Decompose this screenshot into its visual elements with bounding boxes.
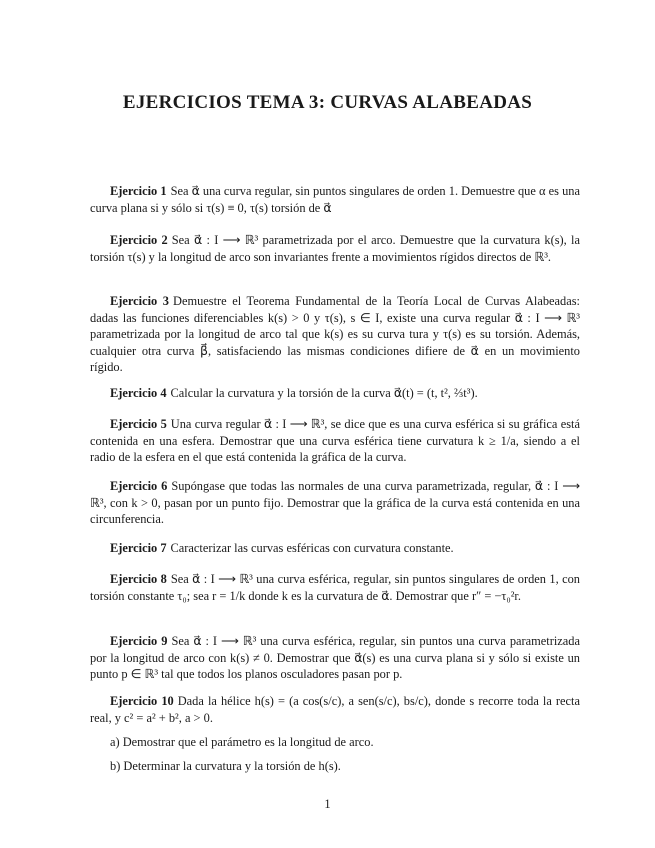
exercise-label: Ejercicio 10 — [110, 694, 174, 708]
page-number: 1 — [324, 797, 331, 811]
exercise-text: Demuestre el Teorema Fundamental de la Teoría Local de Curvas Alabeadas: dadas las funciones diferenciables k(s) > 0 y τ(s), s ∈ I, existe una curva regular α⃗ : I ⟶ ℝ³ parametrizada por la longitud de arco tal que k(s) es su curva tura y τ(s) es su torsión. Además, cualquier otra curva β⃗, satisfaciendo las mismas condiciones difiere de α⃗ en un movimiento rígido. — [90, 294, 580, 374]
exercise-8 — [90, 571, 580, 604]
exercise-label: Ejercicio 3 — [110, 294, 169, 308]
exercise-10-subitem-b: b) Determinar la curvatura y la torsión de h(s). — [110, 759, 341, 773]
exercise-label: Ejercicio 5 — [110, 417, 167, 431]
exercise-5 — [90, 416, 580, 466]
exercise-label: Ejercicio 1 — [110, 184, 167, 198]
exercise-text: Caracterizar las curvas esféricas con curvatura constante. — [170, 541, 454, 555]
exercise-text: Sea α⃗ : I ⟶ ℝ³ una curva esférica, regular, sin puntos una curva parametrizada por la longitud de arco con k(s) ≠ 0. Demostrar que α⃗(s) es una curva plana si y sólo si existe un punto p ∈ ℝ³ tal que todos los planos osculadores pasan por p. — [90, 634, 580, 681]
exercise-label: Ejercicio 6 — [110, 479, 168, 493]
exercise-label: Ejercicio 7 — [110, 541, 167, 555]
exercise-text: Calcular la curvatura y la torsión de la curva α⃗(t) = (t, t², ⅔t³). — [170, 386, 478, 400]
exercise-label: Ejercicio 2 — [110, 233, 168, 247]
exercise-label: Ejercicio 8 — [110, 572, 167, 586]
exercise-text: Dada la hélice h(s) = (a cos(s/c), a sen(s/c), bs/c), donde s recorre toda la recta real, y c² = a² + b², a > 0. — [90, 694, 581, 725]
exercise-text: Sea α⃗ una curva regular, sin puntos singulares de orden 1. Demuestre que α es una curva plana si y sólo si τ(s) ≡ 0, τ(s) torsión de α⃗ — [90, 184, 580, 215]
exercise-text: Una curva regular α⃗ : I ⟶ ℝ³, se dice que es una curva esférica si su gráfica está contenida en una esfera. Demostrar que una curva esférica tiene curvatura k ≥ 1/a, siendo a el radio de la esfera en el que está contenida la gráfica de la curva. — [90, 417, 580, 464]
exercise-text: Sea α⃗ : I ⟶ ℝ³ parametrizada por el arco. Demuestre que la curvatura k(s), la torsión τ(s) y la longitud de arco son invariantes frente a movimientos rígidos directos de ℝ³. — [90, 233, 581, 264]
exercise-text: Sea α⃗ : I ⟶ ℝ³ una curva esférica, regular, sin puntos singulares de orden 1, con torsión constante τ₀; sea r = 1/k donde k es la curvatura de α⃗. Demostrar que r″ = −τ₀²r. — [90, 572, 580, 603]
exercise-7 — [90, 540, 580, 557]
exercise-2 — [90, 232, 580, 265]
exercise-4 — [90, 385, 580, 402]
exercise-3 — [90, 293, 580, 376]
exercise-10-subitem-a: a) Demostrar que el parámetro es la longitud de arco. — [110, 735, 374, 749]
exercise-6 — [90, 478, 580, 528]
exercise-1 — [90, 183, 580, 216]
exercise-10 — [90, 693, 580, 726]
exercise-label: Ejercicio 9 — [110, 634, 168, 648]
exercise-9 — [90, 633, 580, 683]
document-title: EJERCICIOS TEMA 3: CURVAS ALABEADAS — [122, 92, 533, 113]
exercise-text: Supóngase que todas las normales de una curva parametrizada, regular, α⃗ : I ⟶ ℝ³, con k > 0, pasan por un punto fijo. Demostrar que la gráfica de la curva está contenida en una circunferencia. — [90, 479, 580, 526]
exercise-label: Ejercicio 4 — [110, 386, 167, 400]
